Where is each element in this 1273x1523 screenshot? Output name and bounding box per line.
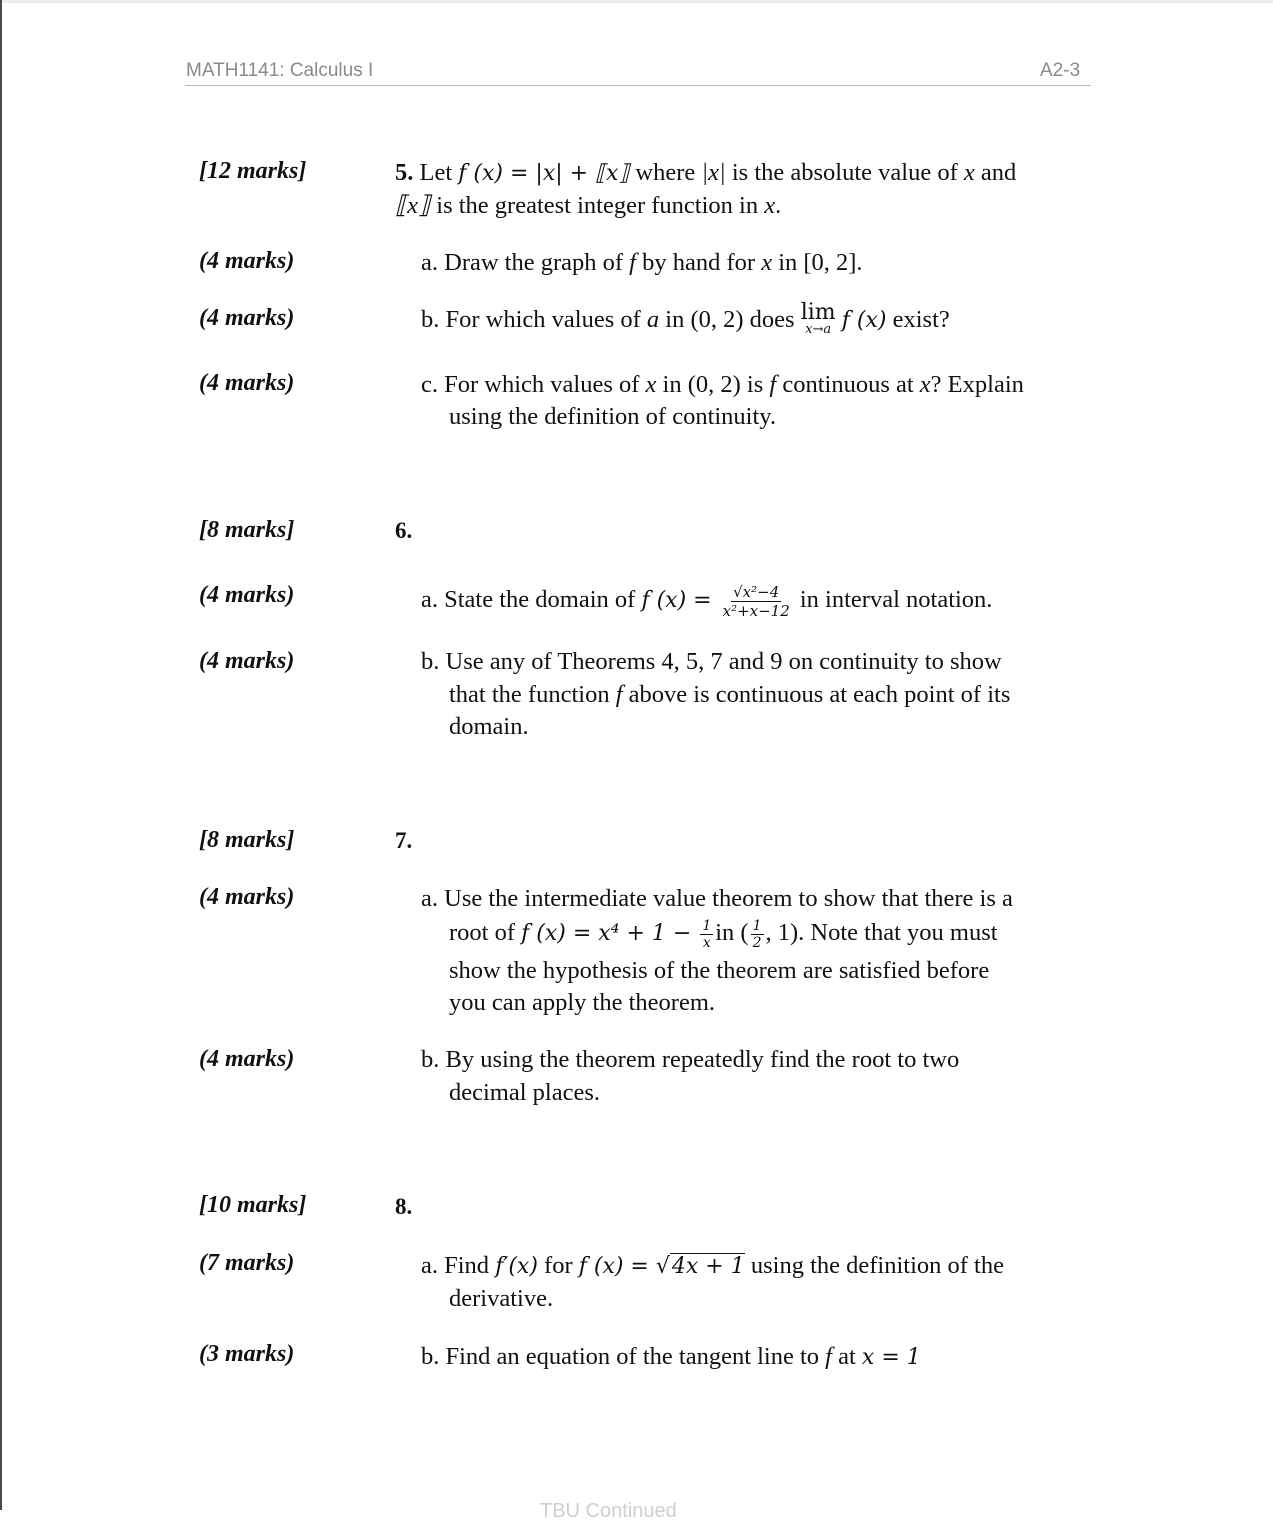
header-rule [185, 85, 1091, 86]
q5c-mid2: continuous at [776, 371, 920, 398]
q7b-marks: (4 marks) [199, 1046, 295, 1072]
q5a-f: f [629, 249, 636, 276]
q6b-line2 [449, 678, 1010, 711]
q8b-f: f [825, 1343, 832, 1370]
q8a-for: for [537, 1252, 579, 1279]
q8b-text [421, 1340, 921, 1374]
q6a-fx: f (x) = [641, 588, 719, 614]
q5-abs-notation: |x| [701, 159, 726, 186]
q5a-mid: by hand for [635, 249, 762, 276]
q5a-post: in [0, 2]. [772, 249, 863, 276]
q5-gif-notation: ⟦x⟧ [395, 192, 431, 219]
q5-x-var-2: x [764, 192, 776, 219]
q5c-marks: (4 marks) [199, 370, 295, 396]
q5b-mid: in (0, 2) does [659, 306, 801, 333]
q5c-post: ? Explain [930, 371, 1024, 398]
q8-total-marks: [10 marks] [199, 1192, 307, 1218]
q5b-limit [800, 300, 836, 337]
q5-function-definition: f (x) = |x| + ⟦x⟧ [458, 161, 630, 186]
q5b-fx: f (x) [841, 308, 887, 333]
q7b-line1: b. By using the theorem repeatedly find the root to two [421, 1046, 960, 1073]
q5c-mid: in (0, 2) is [656, 371, 770, 398]
q6b-line2-post: above is continuous at each point of its [622, 681, 1011, 708]
q5-total-marks: [12 marks] [199, 158, 307, 184]
q7a-frac-den: x [702, 934, 711, 951]
q6a-post: in interval notation. [793, 586, 993, 614]
q6a-fraction [721, 583, 792, 620]
q7a-line4: you can apply the theorem. [449, 989, 716, 1016]
q8b-marks: (3 marks) [199, 1341, 295, 1367]
q5b-lim-sub: x→a [805, 322, 832, 337]
q7a-half-den: 2 [752, 934, 762, 951]
q7a-one-half [751, 918, 764, 951]
q7a-interval-tail: , 1). Note that you must [765, 919, 998, 946]
q8b-equation: x = 1 [861, 1345, 921, 1370]
q8b-at: at [831, 1343, 862, 1370]
q5-number: 5. [395, 159, 414, 186]
q5-and: and [974, 159, 1017, 186]
q7-number: 7. [395, 828, 413, 853]
q5c-pre: c. For which values of [421, 371, 646, 398]
q8a-line2: derivative. [449, 1285, 554, 1312]
q5-intro-line2 [395, 189, 781, 222]
q6a-denominator: x²+x−12 [722, 602, 790, 620]
q8-number: 8. [395, 1194, 413, 1219]
q5-intro-line1 [395, 156, 1016, 190]
q8a-fx: f (x) = [578, 1254, 656, 1279]
q5-let: Let [419, 159, 453, 186]
q6b-marks: (4 marks) [199, 648, 295, 674]
q5b-text [421, 300, 950, 337]
q5b-lim-word: lim [800, 300, 836, 325]
q7a-line1: a. Use the intermediate value theorem to show that there is a [421, 885, 1013, 912]
q7a-function: f (x) = x⁴ + 1 − [521, 921, 699, 946]
q8a-fprime: f′(x) [495, 1254, 538, 1279]
q5c-f: f [769, 371, 777, 398]
q6b-f: f [615, 681, 623, 708]
q5b-pre: b. For which values of [421, 306, 647, 333]
q6-total-marks: [8 marks] [199, 517, 295, 543]
q7a-half-num: 1 [752, 917, 762, 934]
page-top-shade [0, 0, 1273, 3]
q6a-pre: a. State the domain of [421, 586, 642, 614]
q5-period: . [775, 192, 782, 219]
q8a-pre: a. Find [421, 1252, 496, 1279]
q7a-line2 [449, 916, 998, 951]
q5-abs-description: is the absolute value of [725, 159, 964, 186]
course-header: MATH1141: Calculus I [186, 60, 374, 81]
q7a-marks: (4 marks) [199, 884, 295, 910]
q7a-root-pre: root of [449, 919, 522, 946]
q5b-a: a [646, 306, 660, 333]
q8a-marks: (7 marks) [199, 1250, 295, 1276]
q6b-line2-pre: that the function [449, 681, 616, 708]
q6a-marks: (4 marks) [199, 582, 295, 608]
q7a-in: in ( [715, 919, 749, 946]
q8a-post: using the definition of the [744, 1252, 1004, 1279]
q7a-line3: show the hypothesis of the theorem are satisfied before [449, 957, 990, 984]
q8a-sqrt-sign: √ [655, 1254, 670, 1279]
q8a-sqrt-body: 4x + 1 [671, 1254, 745, 1279]
q5-x-var: x [963, 159, 975, 186]
q6b-line1: b. Use any of Theorems 4, 5, 7 and 9 on continuity to show [421, 648, 1002, 675]
q5c-x2: x [919, 371, 931, 398]
q5a-marks: (4 marks) [199, 248, 295, 274]
q6b-line3: domain. [449, 713, 529, 740]
q5b-marks: (4 marks) [199, 305, 295, 331]
q5a-pre: a. Draw the graph of [421, 249, 630, 276]
page-left-edge [0, 0, 2, 1510]
page-number: A2-3 [1040, 60, 1081, 81]
q5a-text [421, 246, 863, 279]
q7a-one-over-x [700, 918, 713, 951]
q7a-frac-num: 1 [702, 917, 712, 934]
q6a-numerator: √x²−4 [733, 583, 780, 601]
q5c-text-line2: using the definition of continuity. [449, 403, 777, 430]
q5c-x: x [645, 371, 657, 398]
q6-number: 6. [395, 518, 413, 543]
q7-total-marks: [8 marks] [199, 827, 295, 853]
q5b-post: exist? [886, 306, 950, 333]
q5c-text-line1 [421, 368, 1024, 401]
q8b-pre: b. Find an equation of the tangent line to [421, 1343, 826, 1370]
q5-gif-description: is the greatest integer function in [430, 192, 765, 219]
q8a-line1 [421, 1249, 1004, 1283]
q6a-text [421, 583, 992, 620]
q5a-x: x [761, 249, 773, 276]
footer-partial-text: TBU Continued [540, 1500, 677, 1522]
q7b-line2: decimal places. [449, 1079, 601, 1106]
q5-where: where [629, 159, 702, 186]
